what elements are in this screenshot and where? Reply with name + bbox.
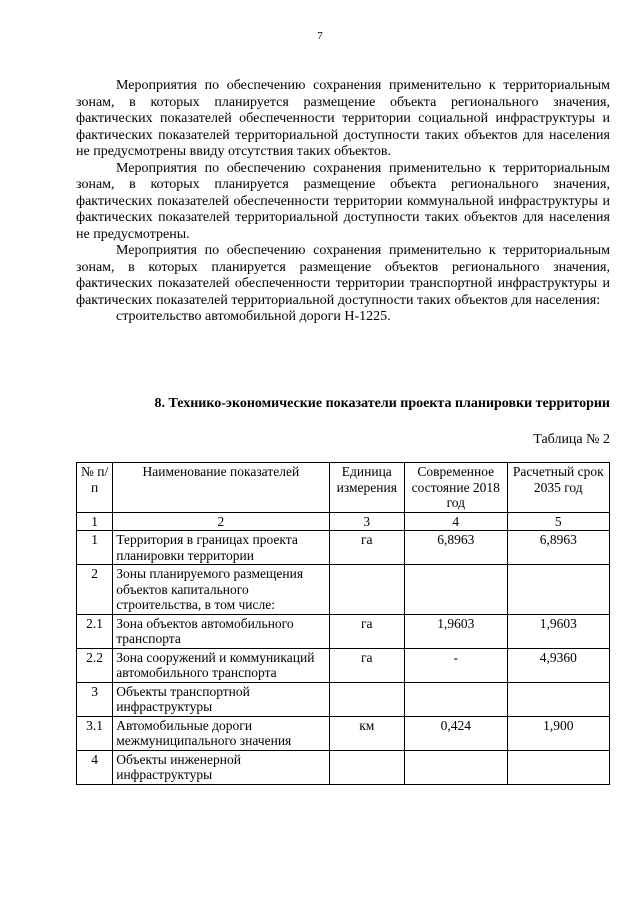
current-value-cell: 0,424 (405, 716, 507, 750)
planned-value-cell (507, 682, 609, 716)
page-number: 7 (317, 30, 323, 42)
row-number-cell: 2.2 (77, 648, 113, 682)
paragraph-list-item: строительство автомобильной дороги Н-1225. (116, 309, 391, 324)
unit-cell (329, 565, 405, 615)
paragraph: Мероприятия по обеспечению сохранения применительно к территориальным зонам, в которых планируется размещение объектов регионального значения, фактических показателей обеспеченности территории транспортной инфраструктуры и фактических показателей территориальной доступности таких объектов для населения: (76, 243, 610, 308)
planned-value-cell: 1,900 (507, 716, 609, 750)
row-number-cell: 3.1 (77, 716, 113, 750)
table-row (77, 531, 610, 565)
indicator-name-cell: Объекты инженерной инфраструктуры (113, 750, 329, 784)
table-row (77, 750, 610, 784)
row-number-cell: 2.1 (77, 614, 113, 648)
header-cell: Расчетный срок 2035 год (507, 463, 609, 513)
column-number-cell: 2 (113, 512, 329, 531)
row-number-cell: 4 (77, 750, 113, 784)
table-header-row (77, 463, 610, 513)
indicator-name-cell: Зоны планируемого размещения объектов капитального строительства, в том числе: (113, 565, 329, 615)
section-title: 8. Технико-экономические показатели проекта планировки территории (154, 396, 610, 411)
current-value-cell: 1,9603 (405, 614, 507, 648)
paragraph: Мероприятия по обеспечению сохранения применительно к территориальным зонам, в которых планируется размещение объекта регионального значения, фактических показателей обеспеченности территории коммунальной инфраструктуры и фактических показателей территориальной доступности таких объектов для населения не предусмотрены. (76, 160, 610, 242)
table-caption: Таблица № 2 (533, 432, 610, 447)
table-row (77, 682, 610, 716)
indicator-name-cell: Объекты транспортной инфраструктуры (113, 682, 329, 716)
planned-value-cell: 4,9360 (507, 648, 609, 682)
unit-cell: га (329, 648, 405, 682)
unit-cell: га (329, 531, 405, 565)
column-number-cell: 4 (405, 512, 507, 531)
indicator-name-cell: Территория в границах проекта планировки территории (113, 531, 329, 565)
current-value-cell (405, 565, 507, 615)
table-row (77, 716, 610, 750)
column-number-cell: 1 (77, 512, 113, 531)
planned-value-cell: 6,8963 (507, 531, 609, 565)
current-value-cell (405, 750, 507, 784)
indicator-name-cell: Зона объектов автомобильного транспорта (113, 614, 329, 648)
table-row (77, 614, 610, 648)
header-cell: Современное состояние 2018 год (405, 463, 507, 513)
column-number-row (77, 512, 610, 531)
planned-value-cell: 1,9603 (507, 614, 609, 648)
paragraph: Мероприятия по обеспечению сохранения применительно к территориальным зонам, в которых планируется размещение объекта регионального значения, фактических показателей обеспеченности территории социальной инфраструктуры и фактических показателей территориальной доступности таких объектов для населения не предусмотрены ввиду отсутствия таких объектов. (76, 78, 610, 159)
table-row (77, 648, 610, 682)
current-value-cell (405, 682, 507, 716)
indicator-name-cell: Зона сооружений и коммуникаций автомобильного транспорта (113, 648, 329, 682)
column-number-cell: 3 (329, 512, 405, 531)
header-cell: Единица измерения (329, 463, 405, 513)
header-cell: Наименование показателей (113, 463, 329, 513)
body-text (76, 78, 610, 326)
indicator-name-cell: Автомобильные дороги межмуниципального значения (113, 716, 329, 750)
header-cell: № п/п (77, 463, 113, 513)
planned-value-cell (507, 565, 609, 615)
column-number-cell: 5 (507, 512, 609, 531)
planned-value-cell (507, 750, 609, 784)
row-number-cell: 3 (77, 682, 113, 716)
current-value-cell: 6,8963 (405, 531, 507, 565)
table-row (77, 565, 610, 615)
unit-cell (329, 750, 405, 784)
unit-cell: км (329, 716, 405, 750)
row-number-cell: 1 (77, 531, 113, 565)
current-value-cell: - (405, 648, 507, 682)
row-number-cell: 2 (77, 565, 113, 615)
unit-cell (329, 682, 405, 716)
unit-cell: га (329, 614, 405, 648)
indicators-table (76, 462, 610, 785)
